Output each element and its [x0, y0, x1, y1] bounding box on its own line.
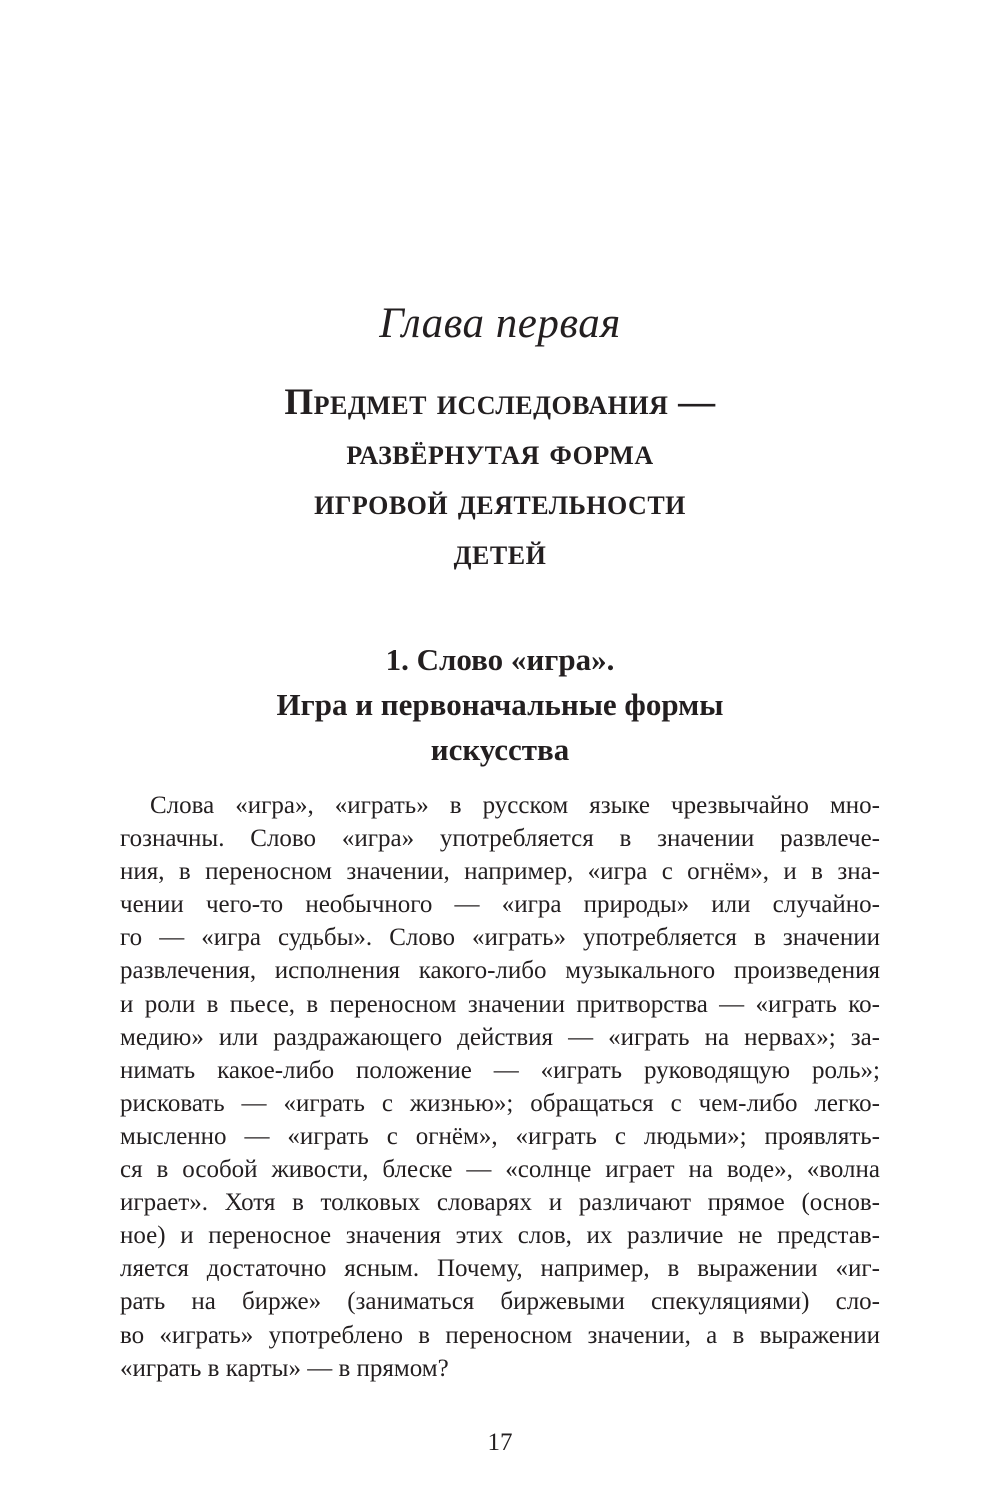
body-line: гозначны. Слово «игра» употребляется в значении развлече- — [120, 825, 880, 853]
chapter-title — [120, 378, 880, 578]
chapter-title-line: Предмет исследования — — [284, 382, 716, 423]
chapter-title-line: детей — [453, 532, 547, 573]
page-number: 17 — [487, 1429, 513, 1456]
body-line: ное) и переносное значения этих слов, их различие не представ- — [120, 1222, 880, 1250]
chapter-title-line: игровой деятельности — [314, 482, 686, 523]
body-line: рисковать — «играть с жизнью»; обращаться с чем-либо легко- — [120, 1089, 880, 1117]
section-title-line: 1. Слово «игра». — [385, 642, 615, 677]
body-line: играет». Хотя в толковых словарях и различают прямое (основ- — [120, 1189, 880, 1217]
body-line: ния, в переносном значении, например, «игра с огнём», и в зна- — [120, 858, 880, 886]
body-line: развлечения, исполнения какого-либо музыкального произведения — [120, 957, 880, 985]
body-line: во «играть» употреблено в переносном значении, а в выражении — [120, 1321, 880, 1349]
body-line: медию» или раздражающего действия — «играть на нервах»; за- — [120, 1023, 880, 1051]
body-line: нимать какое-либо положение — «играть руководящую роль»; — [120, 1056, 880, 1084]
chapter-title-line: развёрнутая форма — [346, 432, 654, 473]
body-line: ляется достаточно ясным. Почему, например, в выражении «иг- — [120, 1255, 880, 1283]
section-title-line: искусства — [430, 732, 570, 767]
body-line: ся в особой живости, блеске — «солнце играет на воде», «волна — [120, 1156, 880, 1184]
body-line: го — «игра судьбы». Слово «играть» употребляется в значении — [120, 924, 880, 952]
body-paragraph — [120, 789, 880, 1385]
body-line: «играть в карты» — в прямом? — [120, 1354, 449, 1382]
section-title-line: Игра и первоначальные формы — [276, 687, 724, 722]
body-line: мысленно — «играть с огнём», «играть с людьми»; проявлять- — [120, 1122, 880, 1150]
body-line: Слова «игра», «играть» в русском языке чрезвычайно мно- — [150, 792, 880, 819]
body-line: чении чего-то необычного — «игра природы» или случайно- — [120, 891, 880, 919]
body-line: и роли в пьесе, в переносном значении притворства — «играть ко- — [120, 990, 880, 1018]
body-line: рать на бирже» (заниматься биржевыми спекуляциями) сло- — [120, 1288, 880, 1316]
chapter-label: Глава первая — [379, 300, 621, 347]
section-title — [150, 637, 850, 772]
